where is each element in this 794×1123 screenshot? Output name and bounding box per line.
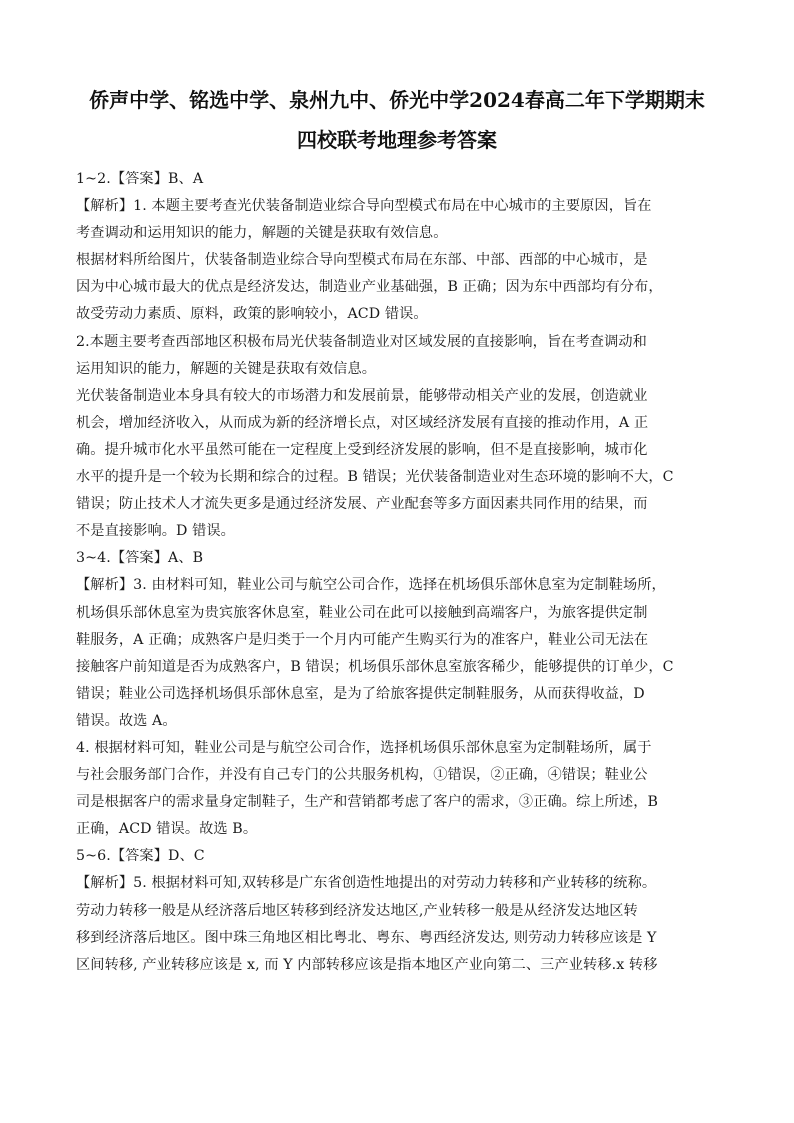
- text-line: 鞋服务，A 正确；成熟客户是归类于一个月内可能产生购买行为的准客户，鞋业公司无法在: [76, 631, 649, 648]
- text-line: 正确，ACD 错误。故选 B。: [76, 821, 258, 838]
- text-line: 2.本题主要考查西部地区积极布局光伏装备制造业对区域发展的直接影响，旨在考查调动和: [76, 333, 647, 350]
- text-line: 1~2.【答案】B、A: [76, 171, 204, 187]
- text-line: 错误；防止技术人才流失更多是通过经济发展、产业配套等多方面因素共同作用的结果，而: [76, 496, 648, 513]
- text-line: 接触客户前知道是否为成熟客户，B 错误；机场俱乐部休息室旅客稀少，能够提供的订单少，C: [76, 658, 674, 675]
- text-line: 5~6.【答案】D、C: [76, 848, 205, 865]
- text-line: 区间转移, 产业转移应该是 x, 而 Y 内部转移应该是指本地区产业向第二、三产业转移.x 转移: [76, 956, 658, 973]
- document-title-line-2: 四校联考地理参考答案: [297, 128, 497, 152]
- text-line: 3~4.【答案】A、B: [76, 550, 204, 567]
- text-line: 错误；鞋业公司选择机场俱乐部休息室，是为了给旅客提供定制鞋服务，从而获得收益，D: [76, 685, 645, 702]
- text-line: 劳动力转移一般是从经济落后地区转移到经济发达地区,产业转移一般是从经济发达地区转: [76, 902, 638, 919]
- text-line: 4. 根据材料可知，鞋业公司是与航空公司合作，选择机场俱乐部休息室为定制鞋场所，属于: [76, 739, 652, 756]
- text-line: 【解析】5. 根据材料可知,双转移是广东省创造性地提出的对劳动力转移和产业转移的统称。: [76, 875, 657, 892]
- text-line: 不是直接影响。D 错误。: [76, 523, 235, 540]
- text-line: 水平的提升是一个较为长期和综合的过程。B 错误；光伏装备制造业对生态环境的影响不大，C: [76, 469, 674, 486]
- text-line: 运用知识的能力，解题的关键是获取有效信息。: [76, 360, 377, 377]
- text-line: 考查调动和运用知识的能力，解题的关键是获取有效信息。: [76, 225, 448, 242]
- text-line: 司是根据客户的需求量身定制鞋子，生产和营销都考虑了客户的需求，③正确。综上所述，B: [76, 794, 659, 811]
- text-line: 故受劳动力素质、原料，政策的影响较小，ACD 错误。: [76, 306, 428, 323]
- text-line: 因为中心城市最大的优点是经济发达，制造业产业基础强，B 正确；因为东中西部均有分布，: [76, 279, 663, 296]
- answer-body: [76, 166, 746, 979]
- text-line: 错误。故选 A。: [76, 712, 177, 729]
- text-line: 【解析】1. 本题主要考查光伏装备制造业综合导向型模式布局在中心城市的主要原因，旨在: [76, 198, 652, 215]
- text-line: 机会，增加经济收入，从而成为新的经济增长点，对区域经济发展有直接的推动作用，A 正: [76, 414, 649, 431]
- text-line: 根据材料所给图片，伏装备制造业综合导向型模式布局在东部、中部、西部的中心城市，是: [76, 252, 648, 269]
- text-line: 与社会服务部门合作，并没有自己专门的公共服务机构，①错误，②正确，④错误；鞋业公: [76, 767, 648, 784]
- text-line: 移到经济落后地区。图中珠三角地区相比粤北、粤东、粤西经济发达, 则劳动力转移应该是 Y: [76, 929, 657, 946]
- document-title-line-1: 侨声中学、铭选中学、泉州九中、侨光中学2024春高二年下学期期末: [89, 88, 705, 112]
- text-line: 确。提升城市化水平虽然可能在一定程度上受到经济发展的影响，但不是直接影响，城市化: [76, 441, 648, 458]
- text-line: 光伏装备制造业本身具有较大的市场潜力和发展前景，能够带动相关产业的发展，创造就业: [76, 387, 648, 404]
- text-line: 机场俱乐部休息室为贵宾旅客休息室，鞋业公司在此可以接触到高端客户，为旅客提供定制: [76, 604, 648, 621]
- text-line: 【解析】3. 由材料可知，鞋业公司与航空公司合作，选择在机场俱乐部休息室为定制鞋场所，: [76, 577, 666, 594]
